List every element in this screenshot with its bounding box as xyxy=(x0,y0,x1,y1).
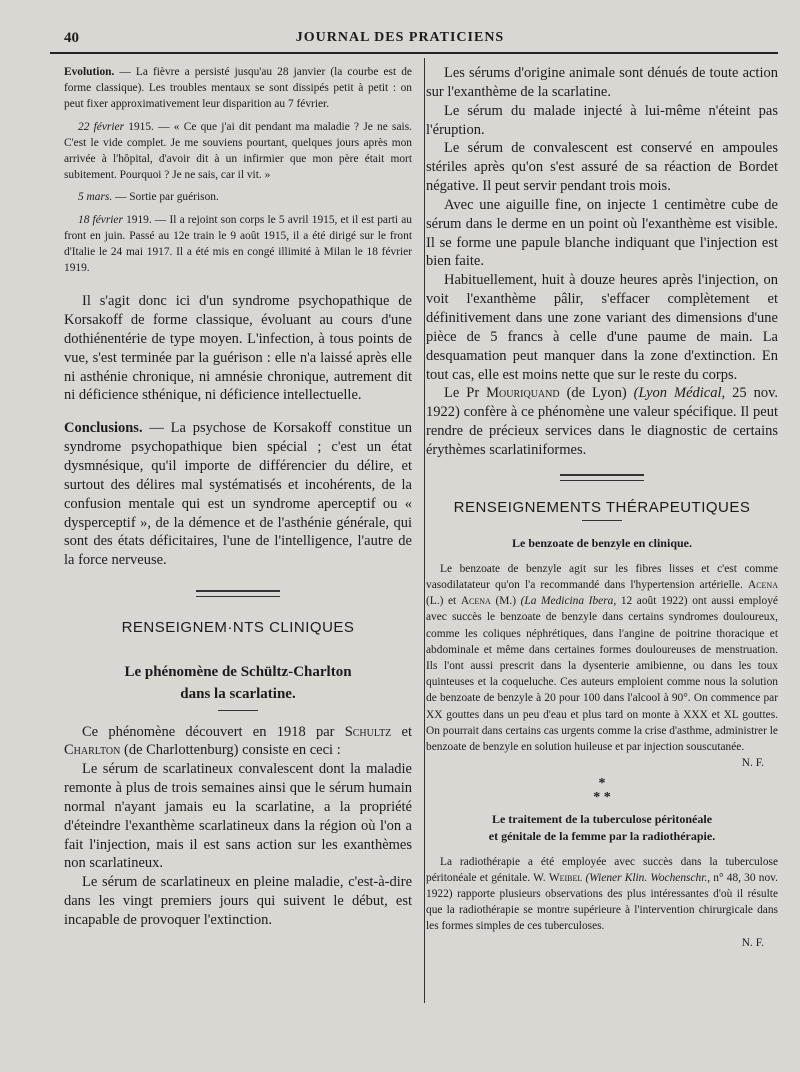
journal-title: JOURNAL DES PRATICIENS xyxy=(295,30,505,45)
entry-feb-22: 22 février 1915. — « Ce que j'ai dit pendant ma maladie ? Je ne sais. C'est le vide complet. Je me souviens pourtant, quelques jours après mon arrivée à l'hôpital, d'avoir dit à un infirmier que mon père était mort subitement. Pourquoi ? Je ne sais, car il vit. » xyxy=(64,120,412,182)
article-paragraph: Le sérum de convalescent est conservé en ampoules stériles après qu'on s'est assuré de sa réaction de Bordet négative. Il peut servir pendant trois mois. xyxy=(426,140,778,195)
article-body-schultz xyxy=(64,723,412,930)
right-column xyxy=(426,64,778,951)
article-paragraph: Le sérum du malade injecté à lui-même n'éteint pas l'éruption. xyxy=(426,102,778,138)
signature: N. F. xyxy=(741,757,764,770)
article-paragraph: Ce phénomène découvert en 1918 par Schultz et Charlton (de Charlottenburg) consiste en ceci : xyxy=(64,723,412,759)
entry-mar-5: 5 mars. — Sortie par guérison. xyxy=(78,191,219,204)
article-paragraph: Habituellement, huit à douze heures après l'injection, on voit l'exanthème pâlir, s'effacer complètement et définitivement dans une zone variant des dimensions d'une pièce de 5 francs à celle d'une paume de main. La desquamation peut manquer dans la zone d'extinction. En tout cas, elle est moins nette que sur le reste du corps. xyxy=(426,272,778,383)
article-title-benzoate: Le benzoate de benzyle en clinique. xyxy=(512,535,692,550)
title-rule xyxy=(582,520,622,521)
evolution-label: Evolution. xyxy=(64,66,115,78)
title-rule xyxy=(218,710,258,711)
article-paragraph: Le sérum de scarlatineux en pleine maladie, c'est-à-dire dans les vingt premiers jours qui suivent le début, est incapable de provoquer l'extinction. xyxy=(64,874,412,928)
page-number: 40 xyxy=(64,30,79,46)
article-paragraph: Le Pr Mouriquand (de Lyon) (Lyon Médical, 25 nov. 1922) confère à ce phénomène une valeur spécifique. Il peut rendre de précieux services dans le diagnostic de certains érythèmes scarlatiniformes. xyxy=(426,385,779,458)
column-divider xyxy=(424,58,425,1003)
entry-feb-18: 18 février 1919. — Il a rejoint son corps le 5 avril 1915, et il est parti au front en juin. Passé au 12e train le 9 août 1915, il a été dirigé sur le front d'Italie le 24 mai 1917. Il a été mis en congé illimité à Milan le 18 février 1919. xyxy=(64,213,413,275)
article-continuation xyxy=(426,64,778,460)
article-paragraph: Le sérum de scarlatineux convalescent dont la maladie remonte à plus de trois semaines ainsi que le sérum humain normal n'ayant jamais eu la scarlatine, a la propriété d'éteindre l'exanthème scarlatineux dans la région où l'on a fait l'injection, mais il est sans action sur les exanthèmes non scarlatineux. xyxy=(64,761,412,872)
section-separator xyxy=(64,590,412,597)
header-rule xyxy=(50,52,778,54)
article-paragraph: La radiothérapie a été employée avec succès dans la tuberculose péritonéale et génitale. W. Weibel (Wiener Klin. Wochenschr., n° 48, 30 nov. 1922) rapporte plusieurs observations des plus intéressantes d'où il résulte que la radiothérapie se montre supérieure à l'intervention chirurgicale dans les formes simples de ces tuberculoses. xyxy=(426,855,778,933)
article-paragraph: Les sérums d'origine animale sont dénués de toute action sur l'exanthème de la scarlatine. xyxy=(426,65,778,100)
asterism: * * * xyxy=(593,776,611,806)
summary-paragraph: Il s'agit donc ici d'un syndrome psychopathique de Korsakoff de forme classique, évoluant au cours d'une dothiénentérie de type moyen. L'infection, à tous points de vue, s'est terminée par la guérison : elle n'a laissé après elle ni asthénie chronique, ni amnésie chronique, autrement dit ni déficience sthénique, ni déficience intellectuelle. xyxy=(64,293,412,404)
case-notes xyxy=(64,64,412,276)
conclusions-paragraph: Conclusions. — La psychose de Korsakoff constitue un syndrome psychopathique bien spécial ; c'est un état dysmnésique, qu'il importe de différencier du délire, et surtout des délires mal systématisés et incohérents, de la confusion mentale qui est un syndrome aperceptif ou « dysperceptif », de la démence et de l'asthénie générale, qui sont des états déficitaires, l'une de l'intelligence, l'autre de la force nerveuse. xyxy=(64,420,413,569)
section-separator xyxy=(426,474,778,481)
page-header xyxy=(0,0,800,50)
evolution-paragraph: Evolution. — La fièvre a persisté jusqu'au 28 janvier (la courbe est de forme classique). Les troubles mentaux se sont dissipés petit à petit : on peut fixer approximativement leur disparition au 7 février. xyxy=(64,66,412,111)
section-title-clinical: RENSEIGNEM·NTS CLINIQUES xyxy=(121,619,355,637)
signature: N. F. xyxy=(741,936,764,949)
article-title-radiotherapy: Le traitement de la tuberculose péritonéale et génitale de la femme par la radiothérapie. xyxy=(488,812,716,843)
conclusions-label: Conclusions. xyxy=(64,420,143,437)
section-title-therapeutic: RENSEIGNEMENTS THÉRAPEUTIQUES xyxy=(453,498,751,516)
article-title-schultz: Le phénomène de Schültz-Charlton dans la scarlatine. xyxy=(124,664,352,702)
article-body-benzoate xyxy=(426,561,778,771)
article-body-radiotherapy xyxy=(426,854,778,951)
article-paragraph: Le benzoate de benzyle agit sur les fibres lisses et c'est comme vasodilatateur qu'on l'a recommandé dans l'hypertension artérielle. Acena (L.) et Acena (M.) (La Medicina Ibera, 12 août 1922) ont aussi employé avec succès le benzoate de benzyle dans certains syndromes douloureux, comme les coliques néphrétiques, dans l'angine de poitrine thoracique et abdominale et même dans certaines formes douloureuses de menstruation. Ils l'ont aussi prescrit dans la dysenterie amibienne, ou dans les toux quinteuses et la coqueluche. Ces auteurs emploient comme nous la solution de benzoate de benzyle à 20 pour 100 dans l'alcool à 90°. On commence par XX gouttes dans un peu d'eau et plus tard on monte à XXX et XL gouttes. On pourrait dans certains cas urgents comme la crise d'asthme, administrer le benzoate de benzyle en solution huileuse et par injection souscutanée. xyxy=(426,562,778,753)
discussion xyxy=(64,292,412,570)
left-column xyxy=(64,64,412,930)
article-paragraph: Avec une aiguille fine, on injecte 1 centimètre cube de sérum dans le derme en un point où l'exanthème est visible. Il se forme une papule blanche indiquant que l'injection est bien faite. xyxy=(426,196,778,270)
